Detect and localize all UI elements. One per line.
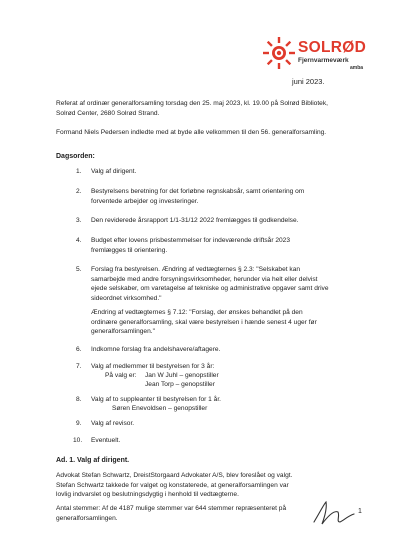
handwritten-initials: [310, 498, 358, 528]
sun-logo-icon: [262, 36, 296, 70]
agenda-item-text: Valg af dirigent.: [91, 168, 137, 175]
agenda-item-text: Ændring af vedtægternes § 7.12: "Forslag, der ønskes behandlet på den: [91, 309, 303, 316]
agenda-item-text: ejede selskaber, om varetagelse af tekniske og administrative opgaver samt drive: [91, 285, 329, 292]
candidates-prefix: På valg er:: [105, 372, 137, 379]
logo-subtitle: Fjernvarmeværk: [298, 57, 349, 64]
logo-suffix: amba: [350, 65, 364, 71]
agenda-item: [76, 236, 371, 255]
agenda-item-text: Forslag fra bestyrelsen. Ændring af vedtægternes § 2.3: "Selskabet kan: [91, 266, 301, 273]
agenda-item-text: Den reviderede årsrapport 1/1-31/12 2022 fremlægges til godkendelse.: [91, 217, 299, 224]
section-heading: Ad. 1. Valg af dirigent.: [56, 457, 130, 464]
agenda-item-text: Indkomne forslag fra andelshavere/aftagere.: [91, 346, 221, 353]
agenda-item: [76, 265, 371, 303]
agenda-item-number: 3.: [76, 217, 82, 224]
intro-paragraph: [56, 99, 366, 118]
section-paragraph: [56, 471, 366, 500]
agenda-heading: Dagsorden:: [56, 153, 95, 160]
agenda-item: [76, 187, 371, 206]
agenda-item-number: 7.: [76, 363, 82, 370]
agenda-item: [76, 419, 371, 429]
agenda-item-text: Valg af revisor.: [91, 420, 135, 427]
agenda-item-text: Valg af to suppleanter til bestyrelsen for 1 år.: [91, 396, 221, 403]
agenda-item: [76, 345, 371, 355]
solrod-logo: [262, 36, 382, 72]
agenda-item-number: 9.: [76, 420, 82, 427]
agenda-item-number: 6.: [76, 346, 82, 353]
paragraph-line: Advokat Stefan Schwartz, DreistStorgaard Advokater A/S, blev foreslået og valgt.: [56, 472, 293, 479]
substitute-candidate: Søren Enevoldsen – genopstiller: [112, 405, 208, 412]
opening-paragraph: Formand Niels Pedersen indledte med at byde alle velkommen til den 56. generalforsamling.: [56, 129, 327, 136]
agenda-item-text: forventede arbejder og investeringer.: [91, 197, 199, 205]
agenda-item-text: ordinære generalforsamling, skal være bestyrelsen i hænde senest 4 uger før: [91, 318, 317, 326]
agenda-item-text: Eventuelt.: [91, 437, 121, 444]
agenda-item-text: Bestyrelsens beretning for det forløbne regnskabsår, samt orientering om: [91, 188, 305, 195]
agenda-item-number: 2.: [76, 188, 82, 195]
agenda-item-text: Budget efter lovens prisbestemmelser for indeværende driftsår 2023: [91, 237, 291, 244]
agenda-item-number: 1.: [76, 168, 82, 175]
agenda-item-text: samarbejde med andre forsyningsvirksomheder, herunder via helt eller delvist: [91, 275, 318, 283]
page-number: 1: [358, 508, 362, 515]
paragraph-line: Antal stemmer: Af de 4187 mulige stemmer var 644 stemmer repræsenteret på: [56, 505, 287, 512]
agenda-item-text: fremlægges til orientering.: [91, 246, 168, 254]
agenda-item-number: 4.: [76, 237, 82, 244]
agenda-item-text: sideordnet virksomhed.": [91, 294, 162, 302]
paragraph-line: generalforsamlingen.: [56, 514, 118, 522]
logo-name: SOLRØD: [298, 39, 367, 56]
candidate-entry: Jan W Juhl – genopstiller: [145, 372, 219, 379]
agenda-item-number: 5.: [76, 266, 82, 273]
candidate-entry: Jean Torp – genopstiller: [145, 381, 215, 388]
agenda-item-number: 8.: [76, 396, 82, 403]
agenda-item: [73, 436, 371, 446]
paragraph-line: Stefan Schwartz takkede for valget og konstaterede, at generalforsamlingen var: [56, 481, 289, 489]
intro-line: Referat af ordinær generalforsamling torsdag den 25. maj 2023, kl. 19.00 på Solrød Bibliotek,: [56, 100, 328, 107]
document-date: juni 2023.: [292, 77, 325, 86]
agenda-item-number: 10.: [73, 437, 83, 444]
agenda-item: [76, 216, 371, 226]
agenda-item-text: generalforsamlingen.": [91, 328, 155, 335]
agenda-item: [76, 167, 371, 177]
paragraph-line: lovlig indvarslet og beslutningsdygtig i henhold til vedtægterne.: [56, 491, 239, 498]
agenda-item-continuation: [91, 308, 371, 337]
intro-line: Solrød Center, 2680 Solrød Strand.: [56, 109, 160, 117]
agenda-item-text: Valg af medlemmer til bestyrelsen for 3 år:: [91, 363, 215, 370]
